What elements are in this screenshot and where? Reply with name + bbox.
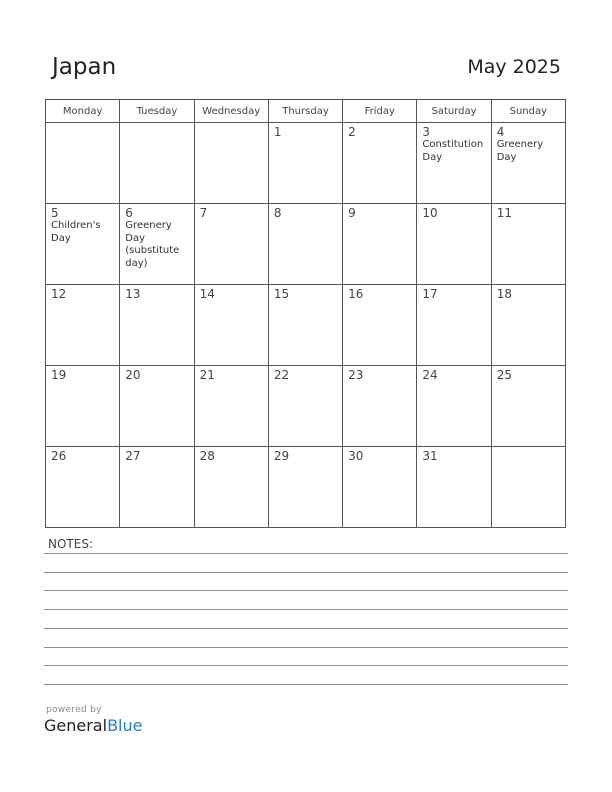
day-cell xyxy=(194,285,268,366)
holiday-label: Greenery xyxy=(125,220,172,231)
day-cell xyxy=(417,204,491,285)
weekday-header-saturday: Saturday xyxy=(417,100,491,123)
day-number: 9 xyxy=(348,206,356,220)
day-number: 10 xyxy=(422,206,438,220)
day-cell xyxy=(491,204,565,285)
day-number: 24 xyxy=(422,368,438,382)
week-row xyxy=(46,204,566,285)
day-cell xyxy=(343,204,417,285)
notes-line xyxy=(44,572,568,573)
day-cell xyxy=(417,123,491,204)
day-number: 13 xyxy=(125,287,141,301)
day-number: 5 xyxy=(51,206,59,220)
day-number: 6 xyxy=(125,206,133,220)
day-number: 2 xyxy=(348,125,356,139)
day-cell xyxy=(120,447,194,528)
day-cell xyxy=(194,123,268,204)
day-cell xyxy=(417,366,491,447)
notes-line xyxy=(44,590,568,591)
day-number: 7 xyxy=(199,206,208,220)
day-cell xyxy=(46,366,120,447)
day-number: 30 xyxy=(348,449,364,463)
day-cell xyxy=(268,285,342,366)
day-cell xyxy=(194,366,268,447)
day-number: 14 xyxy=(199,287,215,301)
notes-line xyxy=(44,628,568,629)
holiday-label: Day xyxy=(51,232,71,244)
day-cell xyxy=(46,447,120,528)
week-row xyxy=(46,123,566,204)
weekday-header-sunday: Sunday xyxy=(491,100,565,123)
month-year-title: May 2025 xyxy=(467,56,561,78)
weekday-header-friday: Friday xyxy=(343,100,417,123)
notes-line xyxy=(44,665,568,666)
powered-by-text: powered by xyxy=(46,705,102,715)
holiday-label: Children's xyxy=(51,220,101,231)
day-cell xyxy=(46,123,120,204)
day-number: 16 xyxy=(348,287,364,301)
weekday-header-monday: Monday xyxy=(46,100,120,123)
day-number: 18 xyxy=(496,287,512,301)
day-cell xyxy=(120,366,194,447)
generalblue-logo xyxy=(44,716,142,735)
day-number: 23 xyxy=(348,368,364,382)
weekday-header-row xyxy=(46,100,566,123)
day-cell xyxy=(491,285,565,366)
notes-label: NOTES: xyxy=(48,537,93,551)
day-number: 25 xyxy=(496,368,512,382)
day-cell xyxy=(268,366,342,447)
holiday-label: Day xyxy=(125,232,146,244)
day-number: 19 xyxy=(51,368,67,382)
day-cell xyxy=(268,447,342,528)
holiday-label: (substitute xyxy=(125,245,180,256)
weekday-header-thursday: Thursday xyxy=(268,100,342,123)
day-cell xyxy=(491,447,565,528)
holiday-label: Constitution xyxy=(422,139,484,150)
day-cell xyxy=(194,447,268,528)
day-number: 3 xyxy=(422,125,431,139)
day-number: 29 xyxy=(273,449,290,463)
logo-text-general: General xyxy=(44,716,108,735)
day-cell xyxy=(343,366,417,447)
day-cell xyxy=(343,285,417,366)
calendar-grid xyxy=(45,99,566,528)
day-number: 31 xyxy=(422,449,438,463)
day-cell xyxy=(417,447,491,528)
week-row xyxy=(46,366,566,447)
day-cell xyxy=(46,204,120,285)
country-title: Japan xyxy=(52,54,117,80)
weekday-header-wednesday: Wednesday xyxy=(194,100,268,123)
day-cell xyxy=(120,204,194,285)
notes-line xyxy=(44,609,568,610)
logo-text-blue: Blue xyxy=(107,716,143,735)
holiday-label: Greenery xyxy=(496,139,544,150)
day-cell xyxy=(491,366,565,447)
weekday-header-tuesday: Tuesday xyxy=(120,100,194,123)
week-row xyxy=(46,447,566,528)
day-number: 8 xyxy=(273,206,282,220)
day-number: 15 xyxy=(273,287,290,301)
day-cell xyxy=(491,123,565,204)
day-number: 21 xyxy=(199,368,215,382)
day-number: 11 xyxy=(496,206,512,220)
day-number: 17 xyxy=(422,287,438,301)
notes-line xyxy=(44,684,568,685)
day-number: 26 xyxy=(51,449,67,463)
day-number: 4 xyxy=(496,125,505,139)
week-row xyxy=(46,285,566,366)
day-cell xyxy=(343,447,417,528)
day-number: 28 xyxy=(199,449,215,463)
day-number: 27 xyxy=(125,449,141,463)
day-cell xyxy=(343,123,417,204)
day-number: 22 xyxy=(273,368,290,382)
day-number: 12 xyxy=(51,287,67,301)
day-cell xyxy=(268,204,342,285)
day-cell xyxy=(417,285,491,366)
day-cell xyxy=(194,204,268,285)
day-cell xyxy=(120,285,194,366)
holiday-label: Day xyxy=(422,151,443,163)
holiday-label: day) xyxy=(125,257,148,269)
day-cell xyxy=(46,285,120,366)
day-cell xyxy=(268,123,342,204)
calendar-body xyxy=(46,123,566,528)
day-number: 20 xyxy=(125,368,141,382)
day-number: 1 xyxy=(273,125,282,139)
holiday-label: Day xyxy=(496,151,517,163)
day-cell xyxy=(120,123,194,204)
notes-line xyxy=(44,553,568,554)
notes-line xyxy=(44,647,568,648)
